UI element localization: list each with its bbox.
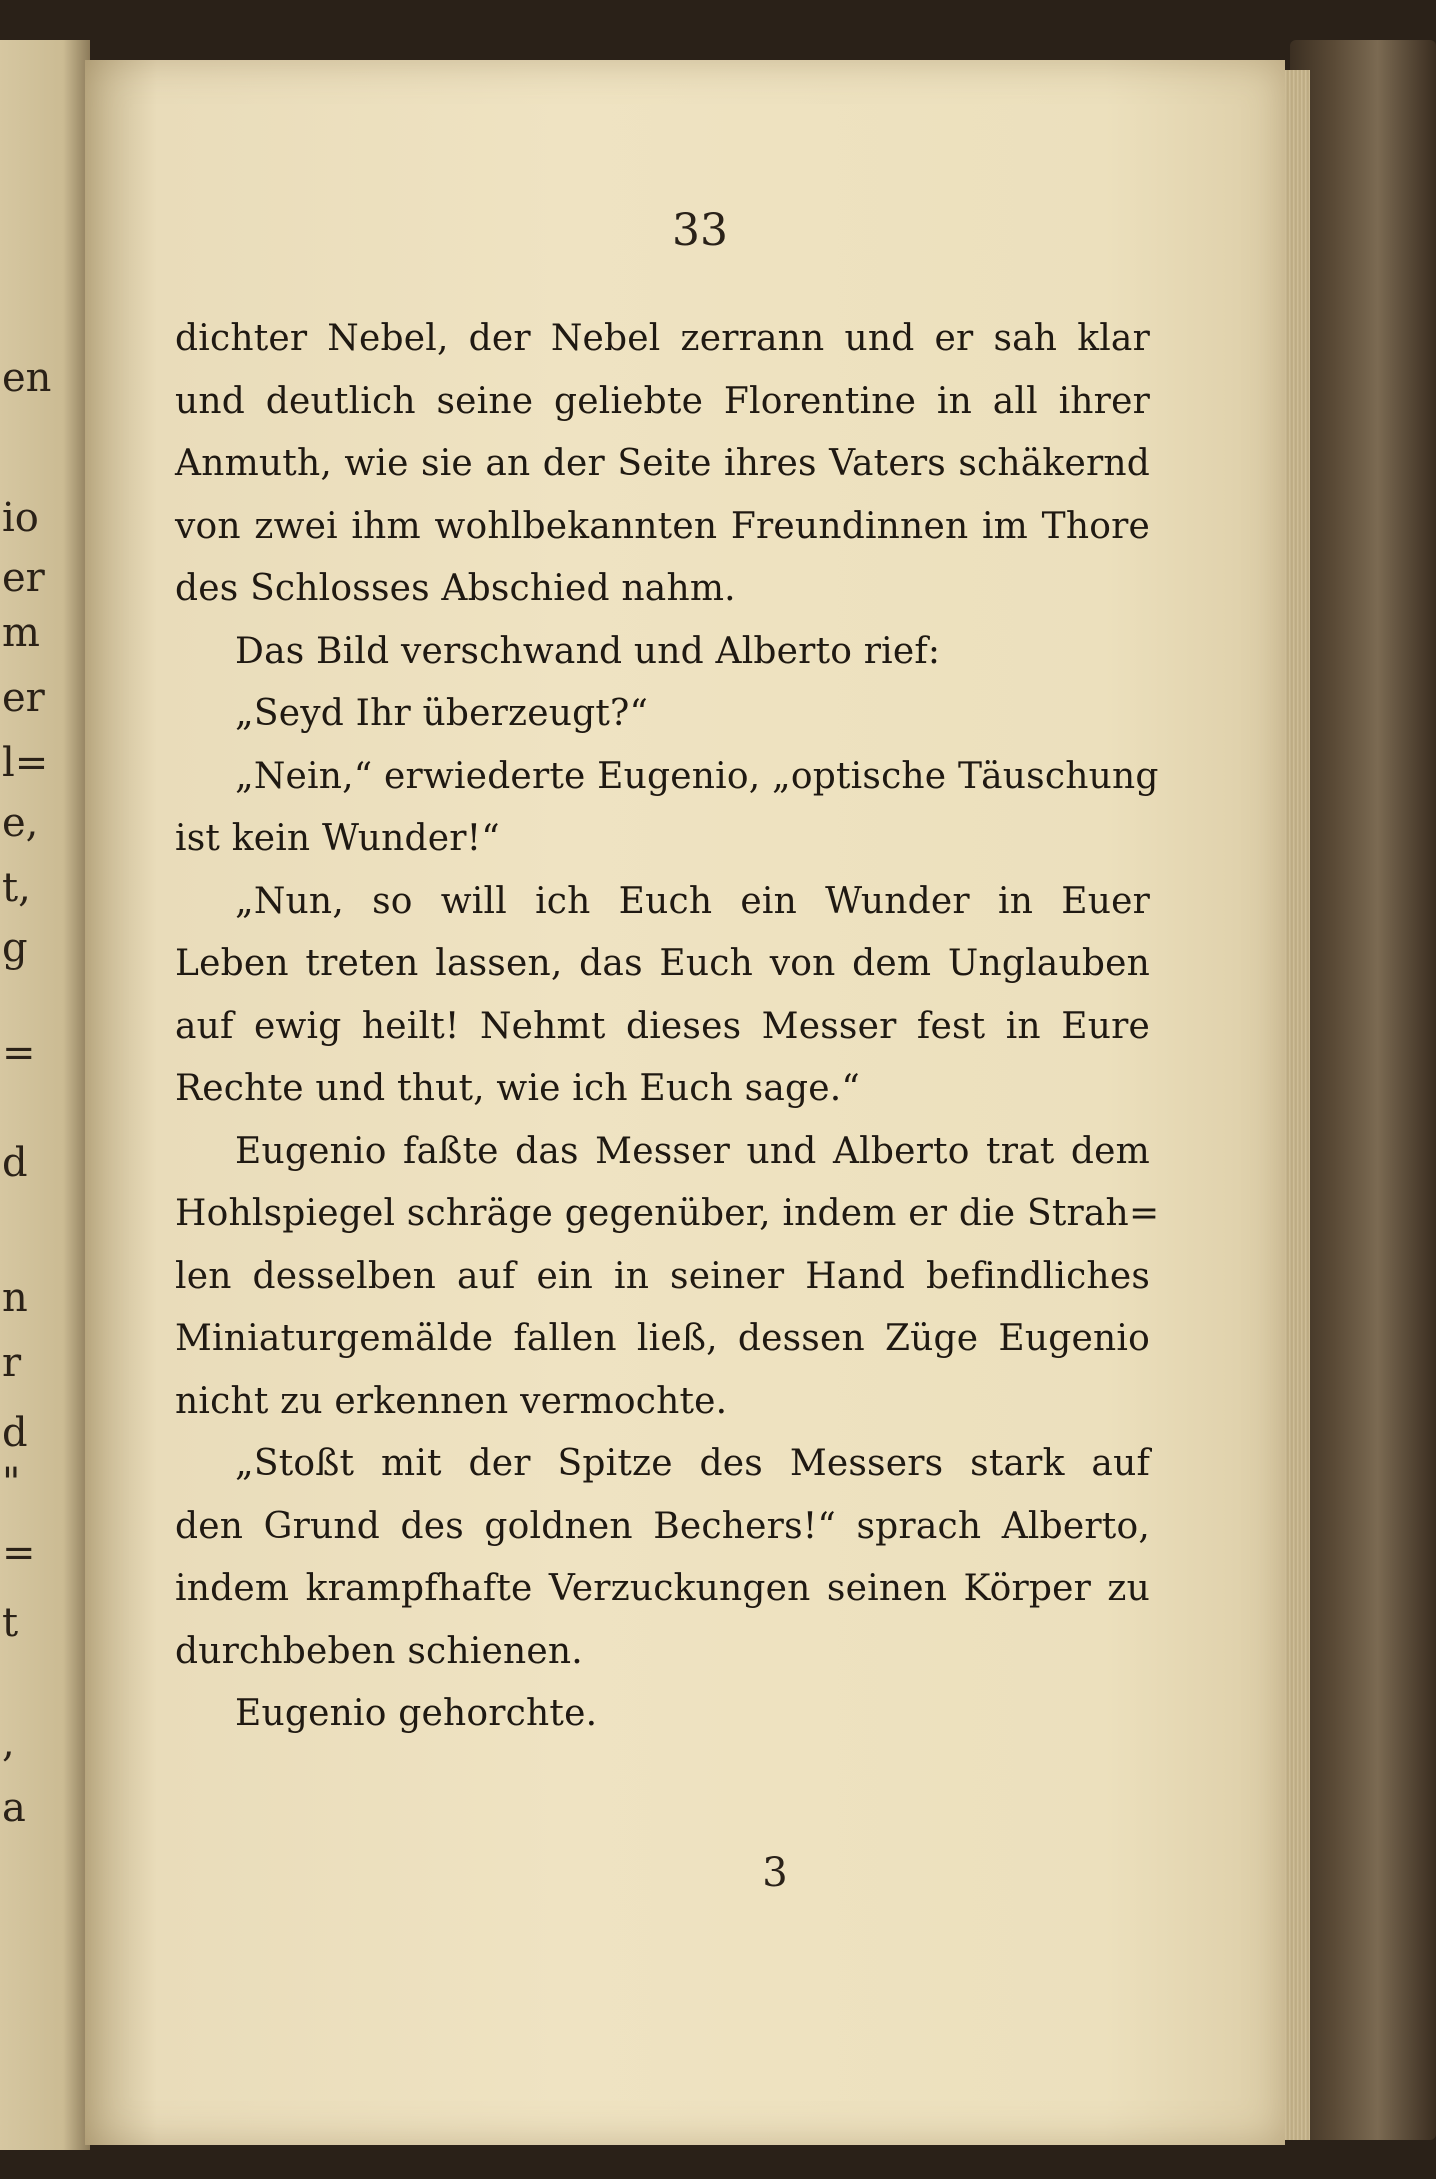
left-page-text-fragment: r	[2, 1340, 22, 1386]
text-line: Miniaturgemälde fallen ließ, dessen Züge Eugenio	[175, 1318, 1150, 1359]
left-page-text-fragment: d	[2, 1410, 28, 1456]
left-page-text-fragment: e,	[2, 800, 39, 846]
left-page-text-fragment: io	[2, 495, 39, 541]
signature-mark: 3	[762, 1850, 788, 1896]
left-page-text-fragment: er	[2, 675, 45, 721]
text-line: Eugenio gehorchte.	[235, 1693, 598, 1734]
text-line: und deutlich seine geliebte Florentine in all ihrer	[175, 380, 1150, 422]
left-page-text-fragment: =	[2, 1530, 36, 1576]
text-line: „Nun, so will ich Euch ein Wunder in Euer	[235, 880, 1150, 922]
text-line: indem krampfhafte Verzuckungen seinen Körper zu	[175, 1568, 1150, 1609]
text-line: Hohlspiegel schräge gegenüber, indem er die Strah=	[175, 1193, 1160, 1234]
book-page	[85, 60, 1285, 2145]
left-page-text-fragment: =	[2, 1030, 36, 1076]
text-line: nicht zu erkennen vermochte.	[175, 1380, 728, 1422]
book-cover-edge	[1290, 40, 1436, 2140]
text-line: auf ewig heilt! Nehmt dieses Messer fest in Eure	[175, 1005, 1150, 1047]
text-line: „Nein,“ erwiederte Eugenio, „optische Täuschung	[235, 755, 1159, 797]
text-line: len desselben auf ein in seiner Hand befindliches	[175, 1255, 1150, 1297]
page-number: 33	[672, 205, 728, 256]
left-page-text-fragment: en	[2, 355, 52, 401]
text-line: von zwei ihm wohlbekannten Freundinnen im Thore	[175, 505, 1150, 547]
text-line: Leben treten lassen, das Euch von dem Unglauben	[175, 943, 1150, 984]
left-page-text-fragment: ,	[2, 1720, 15, 1766]
left-page-text-fragment: d	[2, 1140, 28, 1186]
text-line: „Seyd Ihr überzeugt?“	[235, 693, 649, 734]
text-line: des Schlosses Abschied nahm.	[175, 568, 736, 609]
left-page-text-fragment: t,	[2, 865, 31, 911]
left-page-text-fragment: n	[2, 1275, 28, 1321]
text-line: durchbeben schienen.	[175, 1630, 583, 1672]
left-page-text-fragment: t	[2, 1600, 19, 1646]
left-page-fragment	[0, 40, 90, 2150]
left-page-text-fragment: "	[2, 1460, 21, 1506]
text-line: Eugenio faßte das Messer und Alberto trat dem	[235, 1130, 1150, 1172]
left-page-text-fragment: er	[2, 555, 45, 601]
left-page-text-fragment: m	[2, 610, 40, 656]
text-line: dichter Nebel, der Nebel zerrann und er sah klar	[175, 318, 1150, 359]
text-line: „Stoßt mit der Spitze des Messers stark auf	[235, 1443, 1150, 1484]
text-line: Anmuth, wie sie an der Seite ihres Vaters schäkernd	[175, 443, 1150, 484]
body-text	[175, 308, 1160, 1746]
left-page-text-fragment: g	[2, 925, 28, 971]
text-line: den Grund des goldnen Bechers!“ sprach Alberto,	[175, 1505, 1150, 1547]
text-line: Das Bild verschwand und Alberto rief:	[235, 630, 941, 672]
text-line: Rechte und thut, wie ich Euch sage.“	[175, 1068, 860, 1109]
left-page-text-fragment: a	[2, 1785, 26, 1831]
left-page-text-fragment: l=	[2, 740, 49, 786]
text-line: ist kein Wunder!“	[175, 818, 500, 859]
